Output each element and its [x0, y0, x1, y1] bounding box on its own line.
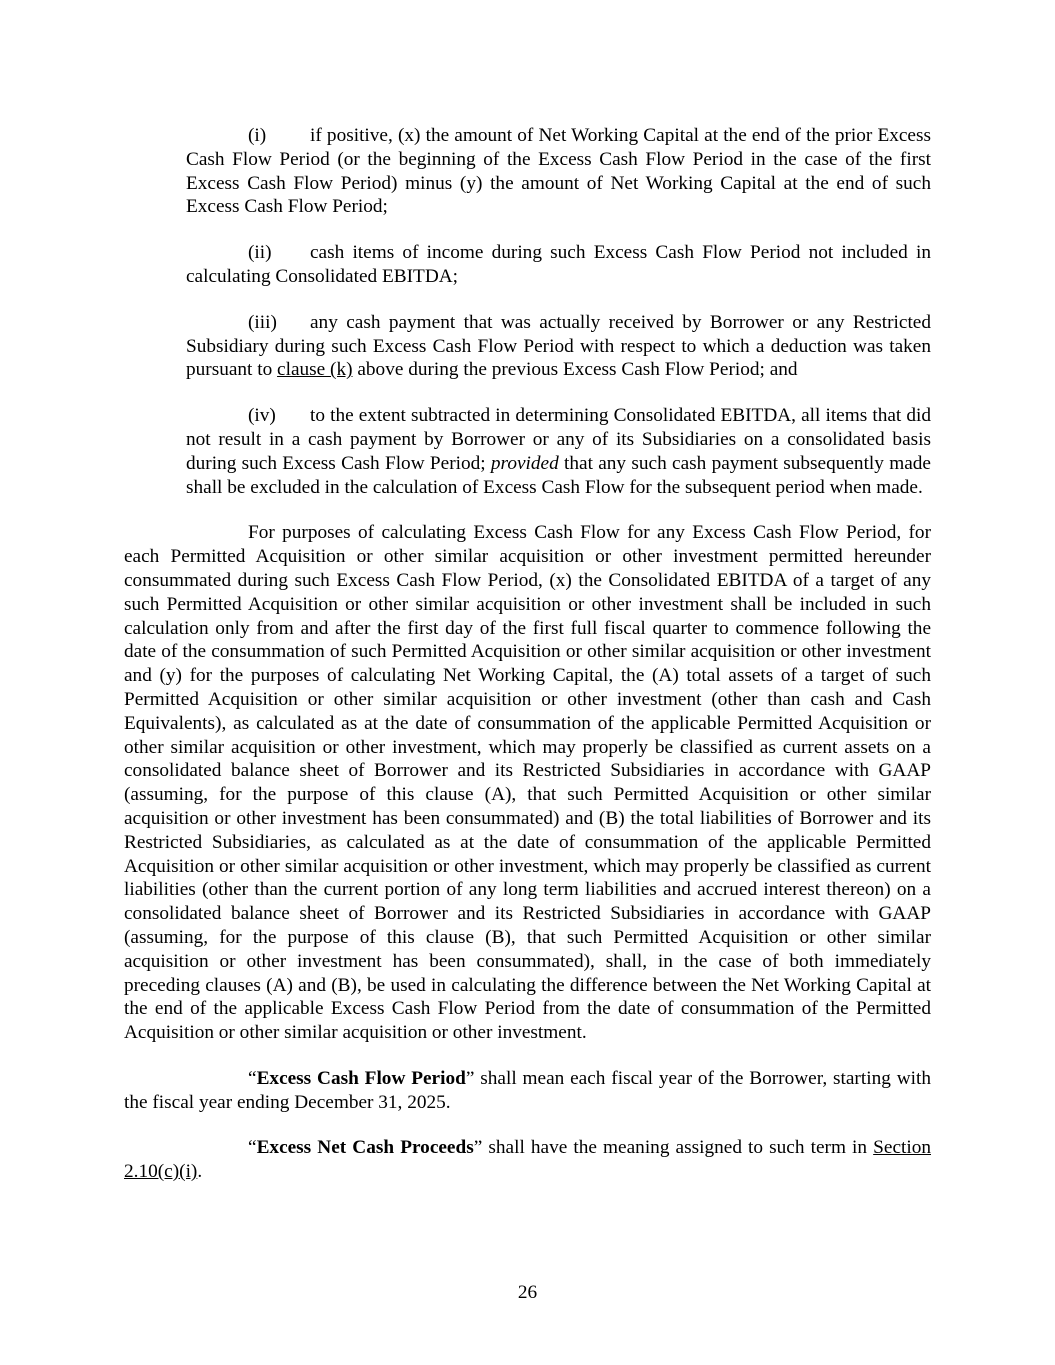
clause-iv	[186, 404, 931, 499]
defined-term: Excess Cash Flow Period	[256, 1067, 466, 1089]
clause-text: any cash payment that was actually received by Borrower or any Restricted Subsidiary during such Excess Cash Flow Period with respect to which a deduction was taken pursuant to	[186, 311, 931, 381]
clause-text: to the extent subtracted in determining Consolidated EBITDA, all items that did not result in a cash payment by Borrower or any of its Subsidiaries on a consolidated basis during such Excess Cash Flow Period;	[186, 405, 931, 474]
defined-term: Excess Net Cash Proceeds	[256, 1137, 474, 1159]
section-reference-link[interactable]: Section 2.10(c)(i)	[124, 1137, 931, 1183]
clause-number: (iii)	[248, 311, 277, 333]
close-quote: ”	[473, 1137, 483, 1159]
document-page	[124, 124, 931, 1206]
close-quote: ”	[465, 1067, 475, 1089]
clause-k-reference-link[interactable]: clause (k)	[277, 359, 353, 381]
page-number: 26	[517, 1282, 538, 1303]
clause-text: cash items of income during such Excess Cash Flow Period not included in calculating Consolidated EBITDA;	[186, 242, 931, 287]
open-quote: “	[248, 1137, 257, 1159]
provided-term: provided	[490, 452, 559, 474]
clause-text-continued: above during the previous Excess Cash Flow Period; and	[352, 359, 798, 381]
definition-excess-cash-flow-period	[124, 1067, 931, 1115]
clause-number: (ii)	[248, 242, 272, 264]
clause-text: if positive, (x) the amount of Net Working Capital at the end of the prior Excess Cash Flow Period (or the beginning of the Excess Cash Flow Period in the case of the first Excess Cash Flow Period) minus (y) the amount of Net Working Capital at the end of such Excess Cash Flow Period;	[186, 125, 931, 218]
clause-number: (iv)	[248, 405, 276, 427]
clause-text-continued: that any such cash payment subsequently made shall be excluded in the calculation of Excess Cash Flow for the subsequent period when made.	[186, 452, 931, 498]
open-quote: “	[248, 1067, 257, 1089]
clause-ii	[186, 241, 931, 289]
definition-excess-net-cash-proceeds	[124, 1136, 931, 1184]
purposes-paragraph: For purposes of calculating Excess Cash Flow for any Excess Cash Flow Period, for each Permitted Acquisition or other similar acquisition or other investment permitted hereunder consummated during such Excess Cash Flow Period, (x) the Consolidated EBITDA of a target of any such Permitted Acquisition or other similar acquisition or other investment shall be included in such calculation only from and after the first day of the first full fiscal quarter to commence following the date of the consummation of such Permitted Acquisition or other similar acquisition or other investment and (y) for the purposes of calculating Net Working Capital, the (A) total assets of a target of such Permitted Acquisition or other similar acquisition or other investment (other than cash and Cash Equivalents), as calculated as at the date of consummation of the applicable Permitted Acquisition or other similar acquisition or other investment, which may properly be classified as current assets on a consolidated balance sheet of Borrower and its Restricted Subsidiaries in accordance with GAAP (assuming, for the purpose of this clause (A), that such Permitted Acquisition or other similar acquisition or other investment has been consummated) and (B) the total liabilities of Borrower and its Restricted Subsidiaries, as calculated as at the date of consummation of the applicable Permitted Acquisition or other similar acquisition or other investment, which may properly be classified as current liabilities (other than the current portion of any long term liabilities and accrued interest thereon) on a consolidated balance sheet of Borrower and its Restricted Subsidiaries in accordance with GAAP (assuming, for the purpose of this clause (B), that such Permitted Acquisition or other similar acquisition or other investment has been consummated), shall, in the case of both immediately preceding clauses (A) and (B), be used in calculating the difference between the Net Working Capital at the end of the applicable Excess Cash Flow Period from the date of consummation of the Permitted Acquisition or other similar acquisition or other investment.	[124, 522, 931, 1044]
definition-text: shall have the meaning assigned to such term in	[482, 1137, 874, 1159]
clause-iii	[186, 311, 931, 382]
definition-text: shall mean each fiscal year of the Borrower, starting with the fiscal year ending December 31, 2025.	[124, 1067, 931, 1113]
clause-number: (i)	[248, 125, 267, 146]
definition-text-end: .	[197, 1161, 203, 1183]
clause-i	[186, 124, 931, 219]
